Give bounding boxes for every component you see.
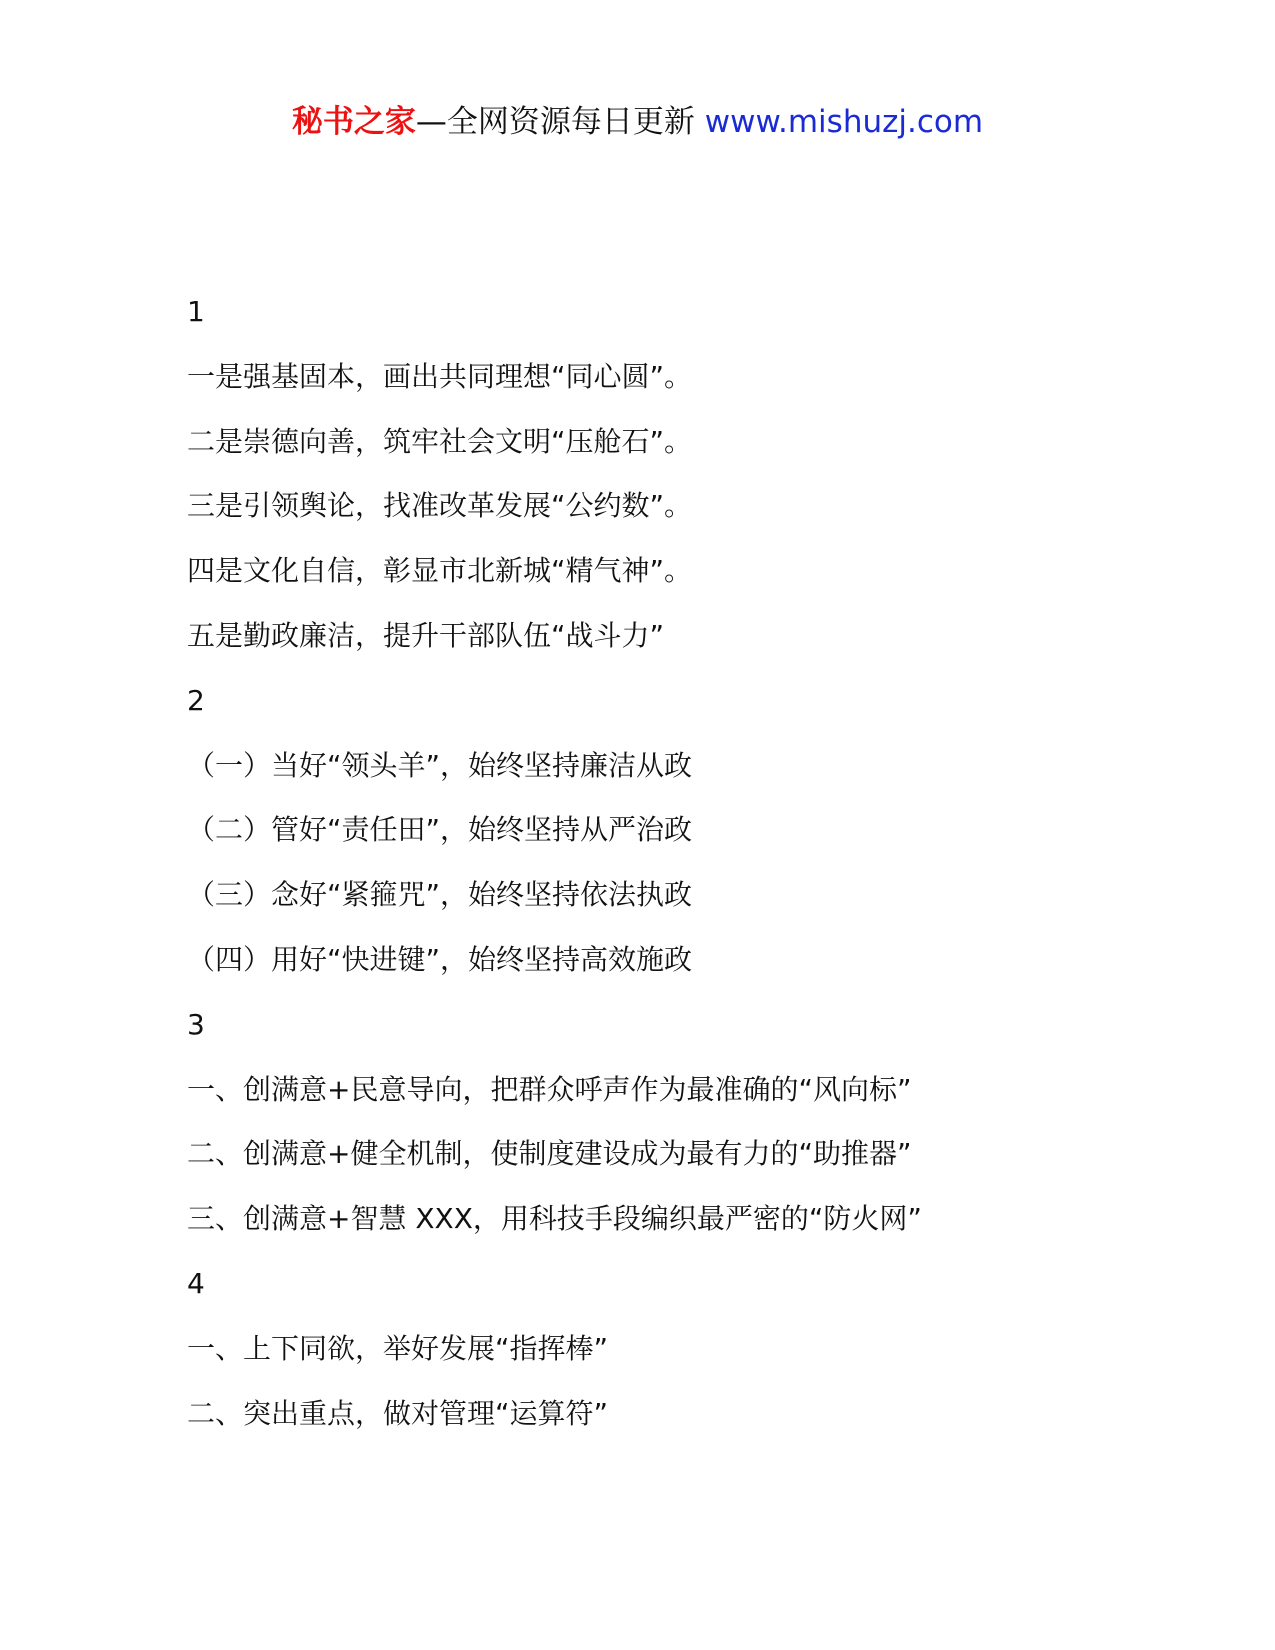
section-number: 3	[187, 1007, 205, 1041]
list-item: （一）当好“领头羊”，始终坚持廉洁从政	[187, 748, 693, 782]
section-number: 2	[187, 683, 205, 717]
page-header	[0, 100, 1275, 144]
list-item: 三是引领舆论，找准改革发展“公约数”。	[187, 489, 693, 523]
list-item: 一是强基固本，画出共同理想“同心圆”。	[187, 359, 693, 393]
list-item: 二、突出重点，做对管理“运算符”	[187, 1396, 609, 1430]
list-item: 二、创满意+健全机制，使制度建设成为最有力的“助推器”	[187, 1137, 912, 1171]
list-item: （二）管好“责任田”，始终坚持从严治政	[187, 813, 693, 847]
list-item: 四是文化自信，彰显市北新城“精气神”。	[187, 554, 693, 588]
header-tagline: —全网资源每日更新	[415, 104, 695, 140]
list-item: 一、上下同欲，举好发展“指挥棒”	[187, 1331, 609, 1365]
list-item: （四）用好“快进键”，始终坚持高效施政	[187, 942, 693, 976]
section-number: 4	[187, 1266, 205, 1300]
list-item: 三、创满意+智慧 XXX，用科技手段编织最严密的“防火网”	[187, 1202, 922, 1236]
list-item: 五是勤政廉洁，提升干部队伍“战斗力”	[187, 618, 665, 652]
list-item: （三）念好“紧箍咒”，始终坚持依法执政	[187, 878, 693, 912]
brand-name: 秘书之家	[291, 104, 416, 140]
list-item: 一、创满意+民意导向，把群众呼声作为最准确的“风向标”	[187, 1072, 912, 1106]
site-url-link[interactable]: www.mishuzj.com	[704, 104, 984, 140]
section-number: 1	[187, 295, 205, 328]
document-body	[187, 280, 1187, 1446]
list-item: 二是崇德向善，筑牢社会文明“压舱石”。	[187, 424, 693, 458]
